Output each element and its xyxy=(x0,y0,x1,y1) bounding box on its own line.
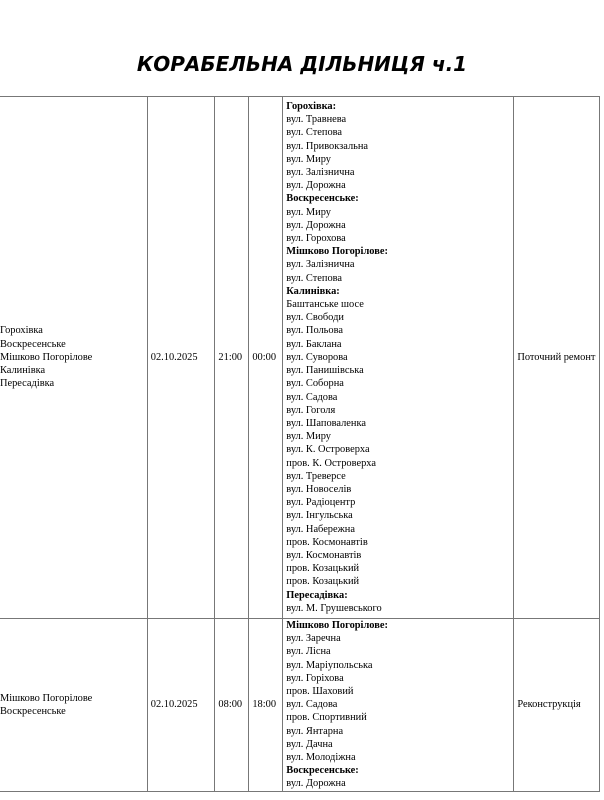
table-row xyxy=(0,97,600,619)
street-item: вул. Дорожна xyxy=(286,778,346,790)
street-item: вул. Заречна xyxy=(286,633,341,645)
street-item: вул. Горіхова xyxy=(286,672,344,684)
street-item: вул. Миру xyxy=(286,153,331,165)
street-item: вул. Треверсе xyxy=(286,470,346,482)
date-cell: 02.10.2025 xyxy=(147,619,215,792)
street-item: вул. Горохова xyxy=(286,233,346,245)
settlement-heading: Калинівка: xyxy=(286,285,340,297)
street-item: вул. Шаповаленка xyxy=(286,417,366,429)
street-item: вул. Миру xyxy=(286,431,331,443)
street-item: вул. Космонавтів xyxy=(286,549,362,561)
street-item: вул. Молодіжна xyxy=(286,752,356,764)
street-item: вул. Залізнична xyxy=(286,167,355,179)
street-item: вул. Інгульська xyxy=(286,510,353,522)
street-item: вул. Новоселів xyxy=(286,483,352,495)
streets-cell xyxy=(283,97,514,619)
settlement-heading: Воскресенське: xyxy=(286,765,359,777)
street-item: вул. Набережна xyxy=(286,523,355,535)
street-item: вул. Соборна xyxy=(286,378,344,390)
street-item: вул. Радіоцентр xyxy=(286,497,356,509)
time-end-cell: 18:00 xyxy=(249,619,283,792)
street-item: пров. Козацький xyxy=(286,563,360,575)
street-item: пров. К. Островерха xyxy=(286,457,376,469)
street-item: пров. Космонавтів xyxy=(286,536,368,548)
street-item: вул. Маріупольська xyxy=(286,659,373,671)
settlement-heading: Мішково Погорілове: xyxy=(286,246,388,258)
street-item: вул. Дачна xyxy=(286,738,333,750)
street-item: вул. Гоголя xyxy=(286,404,336,416)
street-item: пров. Шаховий xyxy=(286,686,354,698)
settlements-cell xyxy=(0,619,147,792)
table-row xyxy=(0,619,600,792)
settlement-heading: Пересадівка: xyxy=(286,589,348,601)
street-item: вул. Степова xyxy=(286,272,343,284)
settlement-name: Мішково Погорілове xyxy=(0,692,93,704)
street-item: вул. Залізнична xyxy=(286,259,355,271)
street-item: вул. Суворова xyxy=(286,351,348,363)
street-item: вул. Польова xyxy=(286,325,343,337)
date-cell: 02.10.2025 xyxy=(147,97,215,619)
street-item: вул. Дорожна xyxy=(286,219,346,231)
street-item: вул. Садова xyxy=(286,391,338,403)
settlement-name: Воскресенське xyxy=(0,705,66,717)
street-item: вул. Панишівська xyxy=(286,365,364,377)
street-item: вул. М. Грушевського xyxy=(286,602,382,614)
street-item: вул. К. Островерха xyxy=(286,444,370,456)
outage-schedule-table xyxy=(0,96,600,792)
work-type-cell: Поточний ремонт xyxy=(514,97,600,619)
settlement-heading: Воскресенське: xyxy=(286,193,359,205)
street-item: вул. Янтарна xyxy=(286,725,344,737)
work-type-cell: Реконструкція xyxy=(514,619,600,792)
street-item: пров. Козацький xyxy=(286,576,360,588)
settlement-name: Пересадівка xyxy=(0,378,55,390)
street-item: вул. Миру xyxy=(286,206,331,218)
settlements-cell xyxy=(0,97,147,619)
settlement-name: Воскресенське xyxy=(0,338,66,350)
street-item: пров. Спортивний xyxy=(286,712,367,724)
street-item: вул. Привокзальна xyxy=(286,140,369,152)
street-item: вул. Садова xyxy=(286,699,338,711)
street-item: вул. Свободи xyxy=(286,312,344,324)
settlement-heading: Мішково Погорілове: xyxy=(286,620,388,631)
settlement-name: Горохівка xyxy=(0,325,43,337)
street-item: вул. Травнева xyxy=(286,114,347,126)
time-end-cell: 00:00 xyxy=(249,97,283,619)
time-start-cell: 21:00 xyxy=(215,97,249,619)
time-start-cell: 08:00 xyxy=(215,619,249,792)
page-title: КОРАБЕЛЬНА ДІЛЬНИЦЯ ч.1 xyxy=(136,52,468,76)
streets-cell xyxy=(283,619,514,792)
street-item: Баштанське шосе xyxy=(286,299,364,311)
street-item: вул. Лісна xyxy=(286,646,331,658)
settlement-name: Калинівка xyxy=(0,365,46,377)
street-item: вул. Баклана xyxy=(286,338,342,350)
street-item: вул. Степова xyxy=(286,127,343,139)
settlement-heading: Горохівка: xyxy=(286,101,337,113)
street-item: вул. Дорожна xyxy=(286,180,346,192)
settlement-name: Мішково Погорілове xyxy=(0,351,93,363)
